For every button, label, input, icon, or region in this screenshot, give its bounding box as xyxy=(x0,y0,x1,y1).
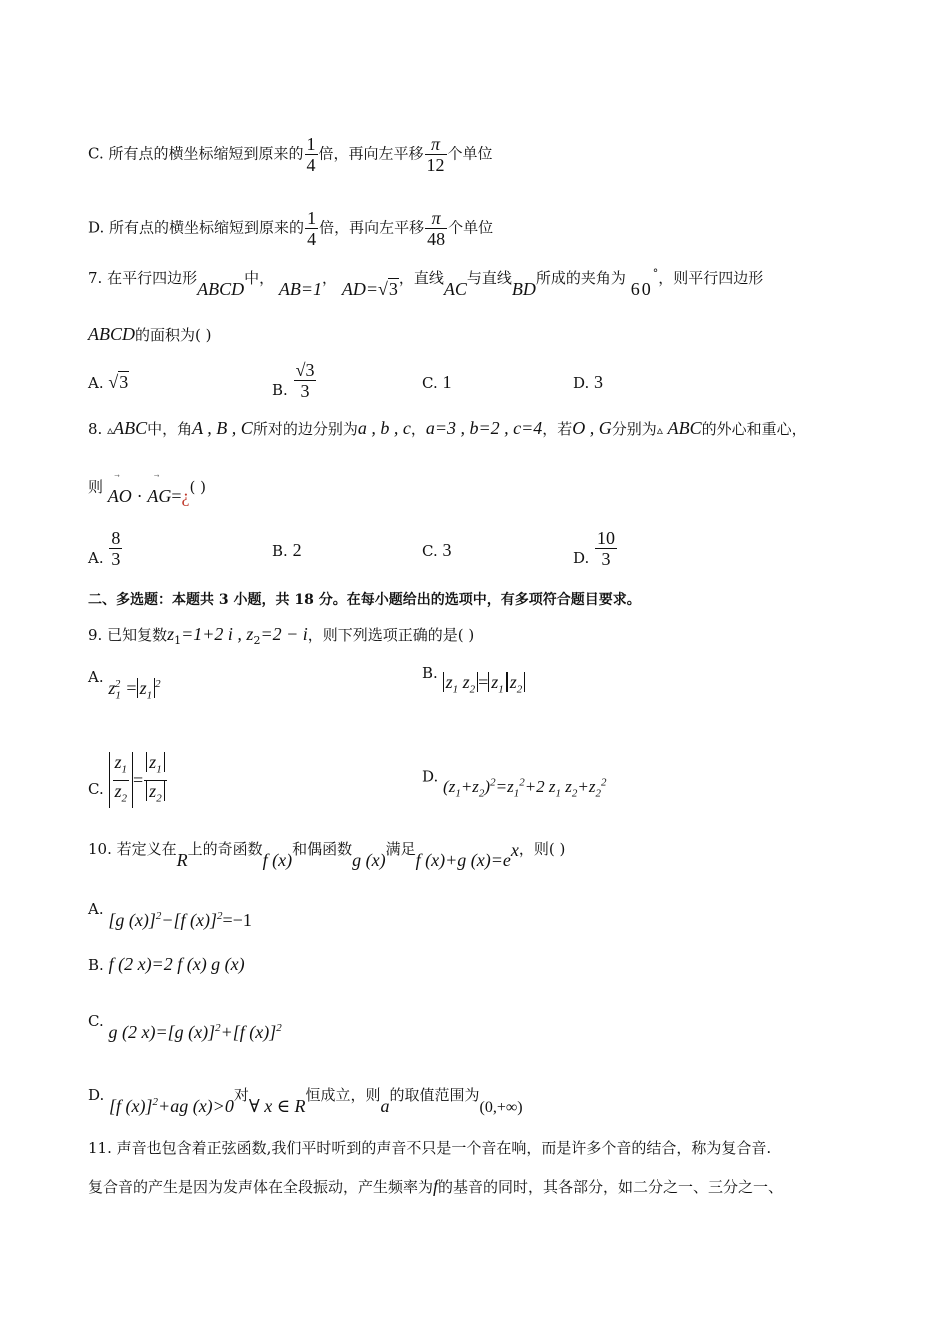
option-label: B. xyxy=(272,380,288,399)
fraction: $\frac{\pi}{12}$ xyxy=(426,134,445,175)
text: 中， xyxy=(244,269,275,287)
option-label: A. xyxy=(88,374,104,392)
dot-operator: · xyxy=(136,486,143,506)
math: AB=1 xyxy=(278,279,323,299)
abs-fraction: $\frac{z_1}{z_2}$ xyxy=(109,752,134,808)
value: 3 xyxy=(442,540,452,560)
q7-option-b xyxy=(272,360,317,401)
option-label: C. xyxy=(422,542,438,560)
text: 复合音的产生是因为发声体在全段振动，产生频率为 xyxy=(88,1178,434,1196)
q7-stem xyxy=(88,264,764,299)
math: a=3 , b=2 , c=4 xyxy=(425,418,543,438)
question-number: 10. xyxy=(88,840,112,858)
math: BD xyxy=(511,279,536,299)
q10-stem xyxy=(88,832,566,870)
q8-option-a xyxy=(88,528,123,569)
q8-option-c xyxy=(422,540,452,561)
text: 满足 xyxy=(385,840,416,858)
text: 若定义在 xyxy=(116,840,177,858)
option-text: 个单位 xyxy=(448,218,494,237)
q10-option-a xyxy=(88,894,252,930)
q11-line2 xyxy=(88,1176,783,1197)
math: AC xyxy=(443,279,467,299)
option-label: A. xyxy=(88,668,104,686)
fraction: $\frac{8}{3}$ xyxy=(111,528,121,569)
math: O , G xyxy=(572,418,612,438)
q8-stem-line2 xyxy=(88,476,206,506)
math: g (x) xyxy=(352,850,386,870)
text: ，直线 xyxy=(398,269,444,287)
text: 所成的夹角为 xyxy=(535,269,626,287)
q6-option-d xyxy=(88,208,493,249)
option-label: A. xyxy=(88,900,104,918)
text: 的基音的同时，其各部分，如二分之一、三分之一、 xyxy=(438,1178,784,1196)
math: [g (x)]$^2$−[f (x)]$^2$=−1 xyxy=(108,910,252,930)
equals: = xyxy=(171,486,182,506)
q8-stem xyxy=(88,418,807,440)
fraction: $\frac{1}{4}$ xyxy=(307,208,317,249)
superscript: x xyxy=(510,840,519,860)
option-label: D. xyxy=(573,548,590,567)
garbled-char: ¿ xyxy=(181,486,190,506)
text: 与直线 xyxy=(466,269,512,287)
value: 3 xyxy=(594,372,604,392)
math: ABCD xyxy=(88,324,135,344)
option-label: B. xyxy=(422,664,438,682)
q9-option-c xyxy=(88,752,168,808)
text: 恒成立，则 xyxy=(305,1086,381,1104)
option-label: D. xyxy=(88,218,105,237)
option-label: B. xyxy=(272,542,288,560)
math: =1+2 i , z xyxy=(181,624,254,644)
text: 的取值范围为 xyxy=(389,1086,480,1104)
math: (0,+∞) xyxy=(479,1099,523,1116)
option-text: 倍，再向左平移 xyxy=(318,144,424,163)
question-number: 9. xyxy=(88,626,103,644)
q9-option-a xyxy=(88,662,161,702)
option-label: C. xyxy=(88,1012,104,1030)
option-text: 所有点的横坐标缩短到原来的 xyxy=(109,218,305,237)
math: f (2 x)=2 f (x) g (x) xyxy=(108,954,245,974)
math: f (x) xyxy=(262,850,293,870)
text: 对 xyxy=(233,1086,249,1104)
text: 和偶函数 xyxy=(292,840,353,858)
option-label: B. xyxy=(88,956,104,974)
subscript: 1 xyxy=(174,634,182,647)
math: a xyxy=(380,1096,390,1116)
text: ，则平行四边形 xyxy=(658,269,764,287)
text: 上的奇函数 xyxy=(187,840,263,858)
math: a , b , c xyxy=(357,418,411,438)
math: $(z_1+z_2)^2=z_1^2+2$ $z_1$ $z_2+z_2^2$ xyxy=(443,776,607,800)
math: =2 − i xyxy=(260,624,308,644)
fraction: $\frac{\pi}{48}$ xyxy=(427,208,446,249)
math: A , B , C xyxy=(192,418,253,438)
sqrt: √3 xyxy=(108,372,129,392)
option-label: C. xyxy=(88,144,104,163)
value: 2 xyxy=(292,540,302,560)
text: 的面积为( ) xyxy=(135,326,212,344)
math: z xyxy=(167,624,175,644)
math: ∀ x ∈ R xyxy=(248,1096,306,1116)
option-text: 倍，再向左平移 xyxy=(319,218,425,237)
question-number: 7. xyxy=(88,269,103,287)
value: 1 xyxy=(442,372,452,392)
fraction: $\frac{10}{3}$ xyxy=(597,528,616,569)
q7-option-c xyxy=(422,372,452,393)
option-label: A. xyxy=(88,548,104,567)
q9-stem xyxy=(88,624,474,651)
q7-option-d xyxy=(573,372,603,393)
triangle-icon: ▵ xyxy=(107,423,114,437)
text: ( ) xyxy=(189,478,206,496)
q8-option-d xyxy=(573,528,618,569)
option-label: D. xyxy=(422,767,439,786)
text: ， xyxy=(322,269,338,287)
q11-line1: 11. 声音也包含着正弦函数,我们平时听到的声音不只是一个音在响，而是许多个音的结合，称为复合音. xyxy=(88,1139,772,1157)
question-number: 8. xyxy=(88,420,103,438)
vector-ag: AG xyxy=(147,486,172,506)
text: ，则下列选项正确的是( ) xyxy=(307,626,475,644)
q7-stem-line2 xyxy=(88,324,211,345)
text: 的外心和重心， xyxy=(701,420,807,438)
text: 所对的边分别为 xyxy=(252,420,358,438)
sqrt: √3 xyxy=(377,279,398,299)
math: g (2 x)=[g (x)]$^2$+[f (x)]$^2$ xyxy=(108,1022,282,1042)
option-label: C. xyxy=(422,374,438,392)
fraction: $\frac{1}{4}$ xyxy=(306,134,316,175)
option-label: C. xyxy=(88,780,104,799)
math: ABCD xyxy=(197,279,245,299)
math: $z_1^2 = z_1^2$ xyxy=(108,678,161,702)
math: R xyxy=(176,850,188,870)
section-heading: 二、多选题：本题共 3 小题，共 18 分。在每小题给出的选项中，有多项符合题目要求。 xyxy=(88,592,641,608)
option-text: 个单位 xyxy=(447,144,493,163)
math: $z_1$ $z_2 = z_1$ $z_2$ xyxy=(443,672,526,692)
math: AD= xyxy=(341,279,378,299)
equals: = xyxy=(133,770,144,791)
math: 60 xyxy=(630,279,653,299)
text: 在平行四边形 xyxy=(107,269,198,287)
q10-option-d xyxy=(88,1080,523,1116)
math: f xyxy=(433,1176,439,1196)
option-text: 所有点的横坐标缩短到原来的 xyxy=(108,144,304,163)
text: 已知复数 xyxy=(107,626,168,644)
math: [f (x)]$^2$+ag (x)>0 xyxy=(109,1096,234,1116)
text: 则 xyxy=(88,478,104,496)
vector-ao: AO xyxy=(107,486,132,506)
option-label: D. xyxy=(573,374,590,392)
math: ABC xyxy=(667,418,702,438)
option-label: D. xyxy=(88,1086,105,1104)
q6-option-c xyxy=(88,134,493,175)
triangle-icon: ▵ xyxy=(656,423,663,437)
q10-option-b xyxy=(88,954,245,975)
subscript: 2 xyxy=(253,634,261,647)
text: ，若 xyxy=(542,420,573,438)
fraction: $\frac{z_1}{z_2}$ xyxy=(144,752,167,808)
fraction: $\frac{√3}{3}$ xyxy=(295,360,315,401)
math: f (x)+g (x)=e xyxy=(415,850,511,870)
q10-option-c xyxy=(88,1006,282,1042)
degree: ° xyxy=(652,267,659,280)
text: 分别为 xyxy=(611,420,657,438)
q9-option-d xyxy=(422,762,607,800)
text: 中，角 xyxy=(147,420,193,438)
q9-option-b xyxy=(422,662,525,696)
q8-option-b xyxy=(272,540,302,561)
text: ， xyxy=(410,420,426,438)
math: ABC xyxy=(113,418,148,438)
text: ，则( ) xyxy=(518,840,566,858)
q7-option-a xyxy=(88,372,129,393)
